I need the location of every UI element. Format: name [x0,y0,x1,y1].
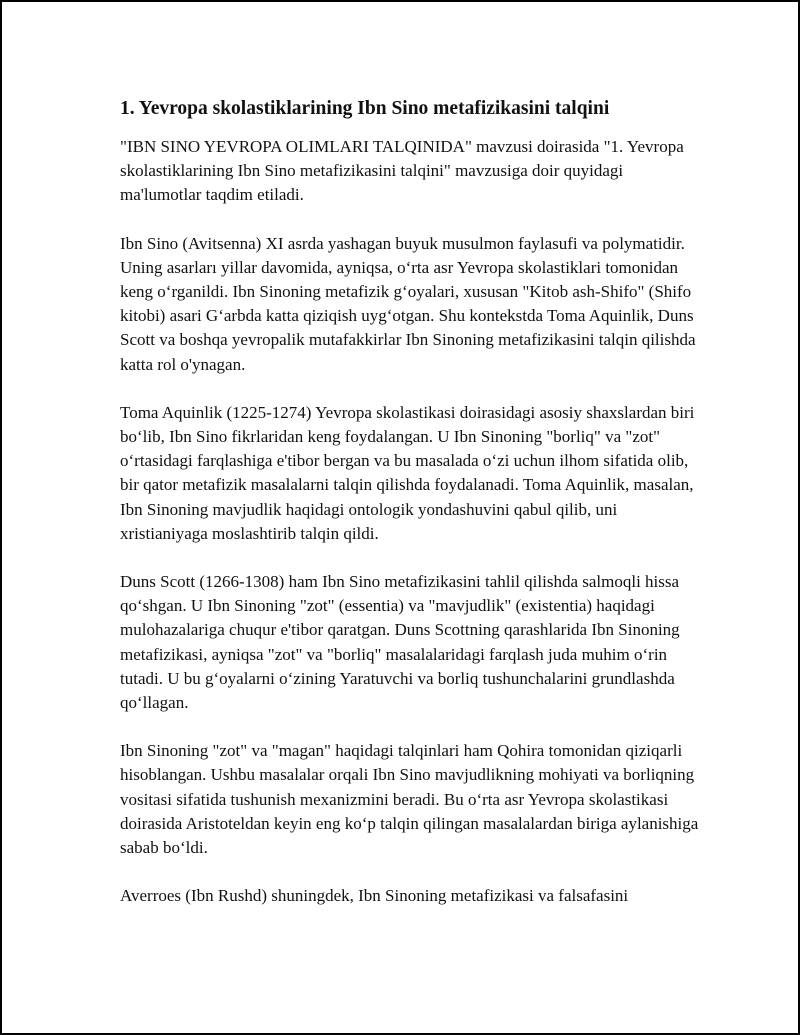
paragraph-ibn-sino: Ibn Sino (Avitsenna) XI asrda yashagan buyuk musulmon faylasufi va polymatidir. Uning asarları yillar davomida, ayniqsa, o‘rta asr Yevropa skolastiklari tomonidan keng o‘rganildi. Ibn Sinoning metafizik g‘oyalari, xususan "Kitob ash-Shifo" (Shifo kitobi) asari G‘arbda katta qiziqish uyg‘otgan. Shu kontekstda Toma Aquinlik, Duns Scott va boshqa yevropalik mutafakkirlar Ibn Sinoning metafizikasini talqin qilishda katta rol o'ynagan. [120,233,696,374]
section-heading: 1. Yevropa skolastiklarining Ibn Sino metafizikasini talqini [120,98,610,119]
document-body [120,96,700,932]
paragraph-toma-aquinlik: Toma Aquinlik (1225-1274) Yevropa skolastikasi doirasidagi asosiy shaxslardan biri bo‘lib, Ibn Sino fikrlaridan keng foydalangan. U Ibn Sinoning "borliq" va "zot" o‘rtasidagi farqlashiga e'tibor bergan va bu masalada o‘zi uchun ilhom sifatida olib, bir qator metafizik masalalarni talqin qilishda foydalanadi. Toma Aquinlik, masalan, Ibn Sinoning mavjudlik haqidagi ontologik yondashuvini qabul qilib, uni xristianiyaga moslashtirib talqin qildi. [120,402,695,543]
paragraph-zot-magan: Ibn Sinoning "zot" va "magan" haqidagi talqinlari ham Qohira tomonidan qiziqarli hisoblangan. Ushbu masalalar orqali Ibn Sino mavjudlikning mohiyati va borliqning vositasi sifatida tushunish mexanizmini beradi. Bu o‘rta asr Yevropa skolastikasi doirasida Aristoteldan keyin eng ko‘p talqin qilingan masalalardan biriga aylanishiga sabab bo‘ldi. [120,741,699,858]
intro-paragraph: "IBN SINO YEVROPA OLIMLARI TALQINIDA" mavzusi doirasida "1. Yevropa skolastiklarining Ibn Sino metafizikasini talqini" mavzusiga doir quyidagi ma'lumotlar taqdim etiladi. [120,137,684,205]
paragraph-averroes: Averroes (Ibn Rushd) shuningdek, Ibn Sinoning metafizikasi va falsafasini [120,886,629,906]
paragraph-duns-scott: Duns Scott (1266-1308) ham Ibn Sino metafizikasini tahlil qilishda salmoqli hissa qo‘shgan. U Ibn Sinoning "zot" (essentia) va "mavjudlik" (existentia) haqidagi mulohazalariga chuqur e'tibor qaratgan. Duns Scottning qarashlarida Ibn Sinoning metafizikasi, ayniqsa "zot" va "borliq" masalalaridagi farqlash juda muhim o‘rin tutadi. U bu g‘oyalarni o‘zining Yaratuvchi va borliq tushunchalarini grundlashda qo‘llagan. [120,572,680,713]
